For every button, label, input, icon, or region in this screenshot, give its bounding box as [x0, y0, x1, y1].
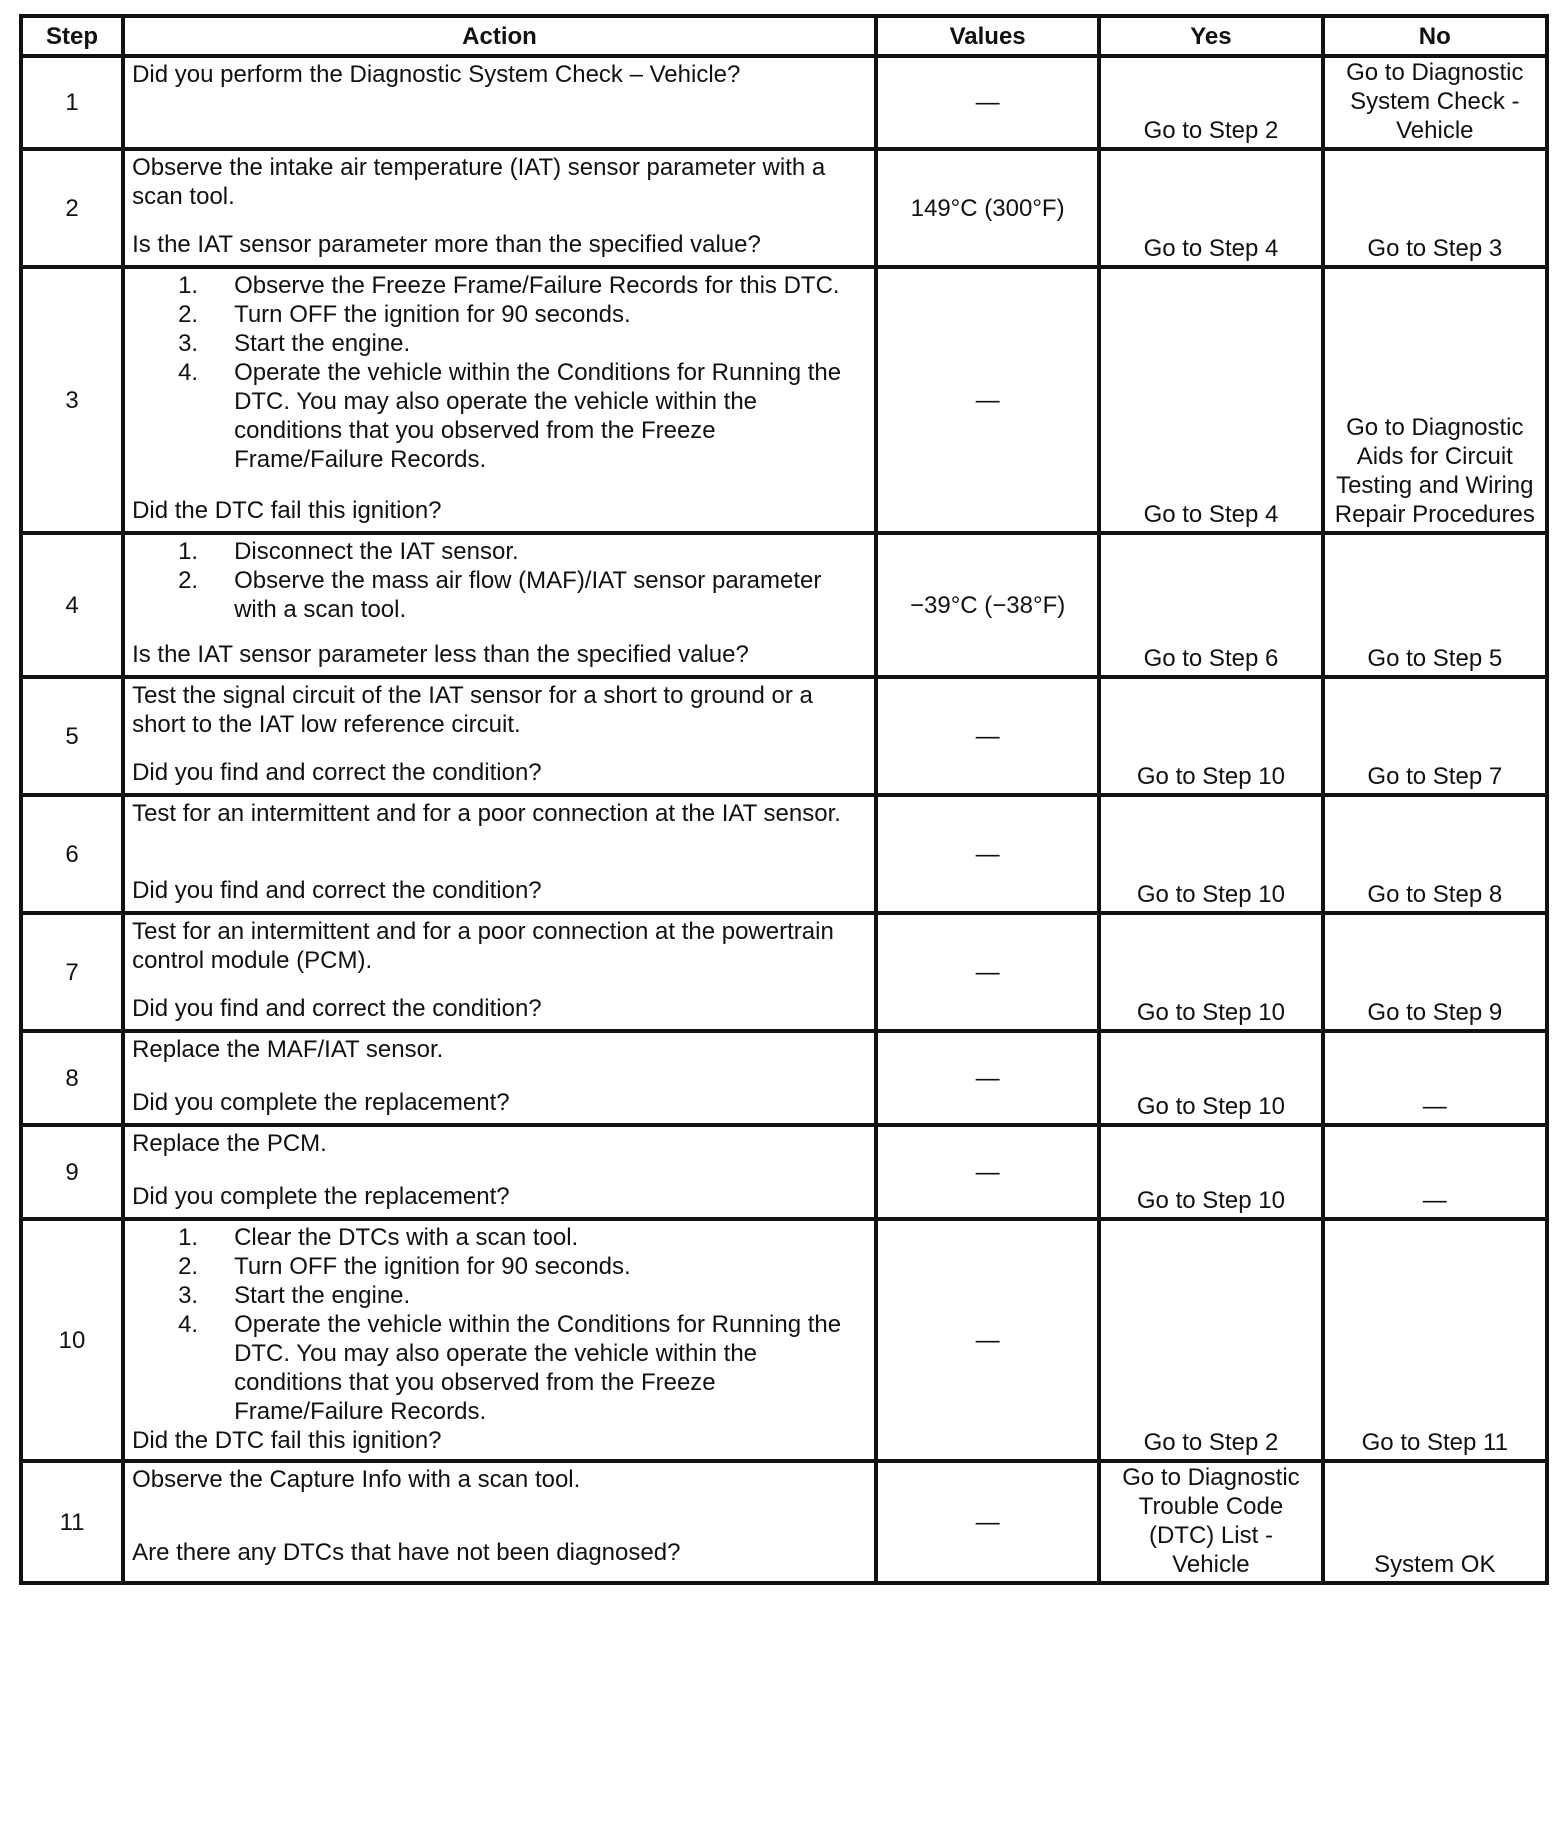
list-item-number: 1. — [178, 272, 199, 299]
yes-action: Go to Step 6 — [1099, 533, 1322, 677]
values-cell: 149°C (300°F) — [876, 149, 1099, 267]
list-item-text: Turn OFF the ignition for 90 seconds. — [234, 301, 631, 328]
no-action: Go to Step 9 — [1323, 913, 1547, 1031]
action-cell — [123, 1031, 876, 1125]
header-action: Action — [123, 16, 876, 56]
yes-action: Go to Step 10 — [1099, 1031, 1322, 1125]
instruction-list — [132, 537, 866, 624]
step-number: 1 — [21, 56, 123, 149]
action-content — [132, 799, 866, 905]
action-question: Did you find and correct the condition? — [132, 759, 542, 786]
yes-action: Go to Step 10 — [1099, 913, 1322, 1031]
action-instruction: Did you perform the Diagnostic System Check – Vehicle? — [132, 61, 741, 88]
values-cell: — — [876, 56, 1099, 149]
step-number: 7 — [21, 913, 123, 1031]
step-number: 11 — [21, 1461, 123, 1583]
values-cell: — — [876, 677, 1099, 795]
list-item-text: Operate the vehicle within the Conditions for Running the DTC. You may also operate the vehicle within the conditions that you observed from the Freeze Frame/Failure Records. — [234, 359, 842, 473]
yes-action: Go to Step 4 — [1099, 149, 1322, 267]
list-item-number: 3. — [178, 330, 199, 357]
action-content — [132, 917, 866, 1023]
table-row — [21, 533, 1547, 677]
action-top — [132, 1465, 866, 1494]
table-row — [21, 56, 1547, 149]
list-item — [132, 300, 866, 329]
list-item — [132, 566, 866, 624]
list-item — [132, 358, 866, 474]
action-cell — [123, 149, 876, 267]
values-cell: — — [876, 1031, 1099, 1125]
action-content — [132, 60, 866, 132]
action-content — [132, 1465, 866, 1567]
list-item-text: Disconnect the IAT sensor. — [234, 538, 519, 565]
no-action: — — [1323, 1031, 1547, 1125]
yes-action: Go to Step 4 — [1099, 267, 1322, 533]
list-item-number: 3. — [178, 1282, 199, 1309]
list-item-number: 2. — [178, 1253, 199, 1280]
action-top — [132, 1035, 866, 1064]
list-item — [132, 1310, 866, 1426]
yes-action: Go to Step 10 — [1099, 795, 1322, 913]
table-row — [21, 1031, 1547, 1125]
header-yes: Yes — [1099, 16, 1322, 56]
step-number: 6 — [21, 795, 123, 913]
action-cell — [123, 795, 876, 913]
action-cell — [123, 533, 876, 677]
action-top — [132, 1223, 866, 1426]
list-item-number: 2. — [178, 567, 199, 594]
header-no: No — [1323, 16, 1547, 56]
action-cell — [123, 267, 876, 533]
action-cell — [123, 1125, 876, 1219]
list-item — [132, 1252, 866, 1281]
action-content — [132, 1223, 866, 1453]
action-content — [132, 681, 866, 787]
no-action: Go to Step 7 — [1323, 677, 1547, 795]
list-item-text: Operate the vehicle within the Conditions for Running the DTC. You may also operate the vehicle within the conditions that you observed from the Freeze Frame/Failure Records. — [234, 1311, 842, 1425]
no-action: Go to Step 5 — [1323, 533, 1547, 677]
diagnostic-table-container — [19, 14, 1549, 1585]
list-item-number: 2. — [178, 301, 199, 328]
action-instruction: Replace the MAF/IAT sensor. — [132, 1036, 444, 1063]
action-instruction: Test the signal circuit of the IAT sensor for a short to ground or a short to the IAT low reference circuit. — [132, 682, 813, 738]
action-instruction: Replace the PCM. — [132, 1130, 327, 1157]
action-question: Is the IAT sensor parameter less than the specified value? — [132, 641, 749, 668]
action-question: Did the DTC fail this ignition? — [132, 497, 442, 524]
values-cell: — — [876, 267, 1099, 533]
list-item — [132, 329, 866, 358]
step-number: 3 — [21, 267, 123, 533]
list-item-text: Start the engine. — [234, 330, 411, 357]
list-item-number: 1. — [178, 538, 199, 565]
values-cell: — — [876, 1461, 1099, 1583]
action-instruction: Observe the Capture Info with a scan tool. — [132, 1466, 581, 1493]
action-instruction: Test for an intermittent and for a poor connection at the powertrain control module (PCM). — [132, 918, 834, 974]
step-number: 9 — [21, 1125, 123, 1219]
action-cell — [123, 1219, 876, 1461]
table-row — [21, 913, 1547, 1031]
yes-action: Go to Step 2 — [1099, 1219, 1322, 1461]
no-action: System OK — [1323, 1461, 1547, 1583]
action-cell — [123, 56, 876, 149]
values-cell: −39°C (−38°F) — [876, 533, 1099, 677]
no-action: Go to Step 3 — [1323, 149, 1547, 267]
step-number: 5 — [21, 677, 123, 795]
table-body — [21, 56, 1547, 1583]
list-item — [132, 1281, 866, 1310]
action-question: Did you find and correct the condition? — [132, 877, 542, 904]
action-content — [132, 1035, 866, 1117]
action-question: Did the DTC fail this ignition? — [132, 1427, 442, 1454]
no-action: Go to Step 11 — [1323, 1219, 1547, 1461]
diagnostic-table — [19, 14, 1549, 1585]
action-cell — [123, 677, 876, 795]
list-item-number: 4. — [178, 1311, 199, 1338]
no-action: Go to Diagnostic Aids for Circuit Testing and Wiring Repair Procedures — [1323, 267, 1547, 533]
action-top — [132, 799, 866, 828]
action-question: Are there any DTCs that have not been diagnosed? — [132, 1539, 681, 1566]
table-row — [21, 1125, 1547, 1219]
yes-action: Go to Diagnostic Trouble Code (DTC) List - Vehicle — [1099, 1461, 1322, 1583]
table-header-row — [21, 16, 1547, 56]
yes-action: Go to Step 10 — [1099, 1125, 1322, 1219]
action-top — [132, 60, 866, 89]
action-instruction: Observe the intake air temperature (IAT) sensor parameter with a scan tool. — [132, 154, 826, 210]
list-item-text: Turn OFF the ignition for 90 seconds. — [234, 1253, 631, 1280]
action-top — [132, 1129, 866, 1158]
values-cell: — — [876, 1219, 1099, 1461]
list-item-number: 4. — [178, 359, 199, 386]
table-row — [21, 149, 1547, 267]
no-action: Go to Diagnostic System Check - Vehicle — [1323, 56, 1547, 149]
instruction-list — [132, 271, 866, 474]
list-item-text: Clear the DTCs with a scan tool. — [234, 1224, 579, 1251]
list-item-text: Observe the mass air flow (MAF)/IAT sensor parameter with a scan tool. — [234, 567, 822, 623]
table-row — [21, 1461, 1547, 1583]
table-row — [21, 795, 1547, 913]
header-values: Values — [876, 16, 1099, 56]
action-top — [132, 153, 866, 211]
instruction-list — [132, 1223, 866, 1426]
list-item — [132, 1223, 866, 1252]
table-row — [21, 677, 1547, 795]
header-step: Step — [21, 16, 123, 56]
values-cell: — — [876, 1125, 1099, 1219]
action-cell — [123, 913, 876, 1031]
table-row — [21, 1219, 1547, 1461]
action-content — [132, 271, 866, 525]
step-number: 8 — [21, 1031, 123, 1125]
action-content — [132, 153, 866, 259]
action-top — [132, 271, 866, 474]
step-number: 2 — [21, 149, 123, 267]
action-question: Did you find and correct the condition? — [132, 995, 542, 1022]
no-action: — — [1323, 1125, 1547, 1219]
list-item — [132, 537, 866, 566]
list-item — [132, 271, 866, 300]
action-instruction: Test for an intermittent and for a poor connection at the IAT sensor. — [132, 800, 841, 827]
action-top — [132, 681, 866, 739]
action-content — [132, 1129, 866, 1211]
yes-action: Go to Step 2 — [1099, 56, 1322, 149]
no-action: Go to Step 8 — [1323, 795, 1547, 913]
values-cell: — — [876, 913, 1099, 1031]
action-content — [132, 537, 866, 669]
action-top — [132, 917, 866, 975]
action-question: Did you complete the replacement? — [132, 1089, 510, 1116]
list-item-text: Start the engine. — [234, 1282, 411, 1309]
values-cell: — — [876, 795, 1099, 913]
step-number: 4 — [21, 533, 123, 677]
action-cell — [123, 1461, 876, 1583]
list-item-text: Observe the Freeze Frame/Failure Records for this DTC. — [234, 272, 840, 299]
action-question: Is the IAT sensor parameter more than the specified value? — [132, 231, 761, 258]
table-row — [21, 267, 1547, 533]
step-number: 10 — [21, 1219, 123, 1461]
action-top — [132, 537, 866, 624]
yes-action: Go to Step 10 — [1099, 677, 1322, 795]
list-item-number: 1. — [178, 1224, 199, 1251]
action-question: Did you complete the replacement? — [132, 1183, 510, 1210]
